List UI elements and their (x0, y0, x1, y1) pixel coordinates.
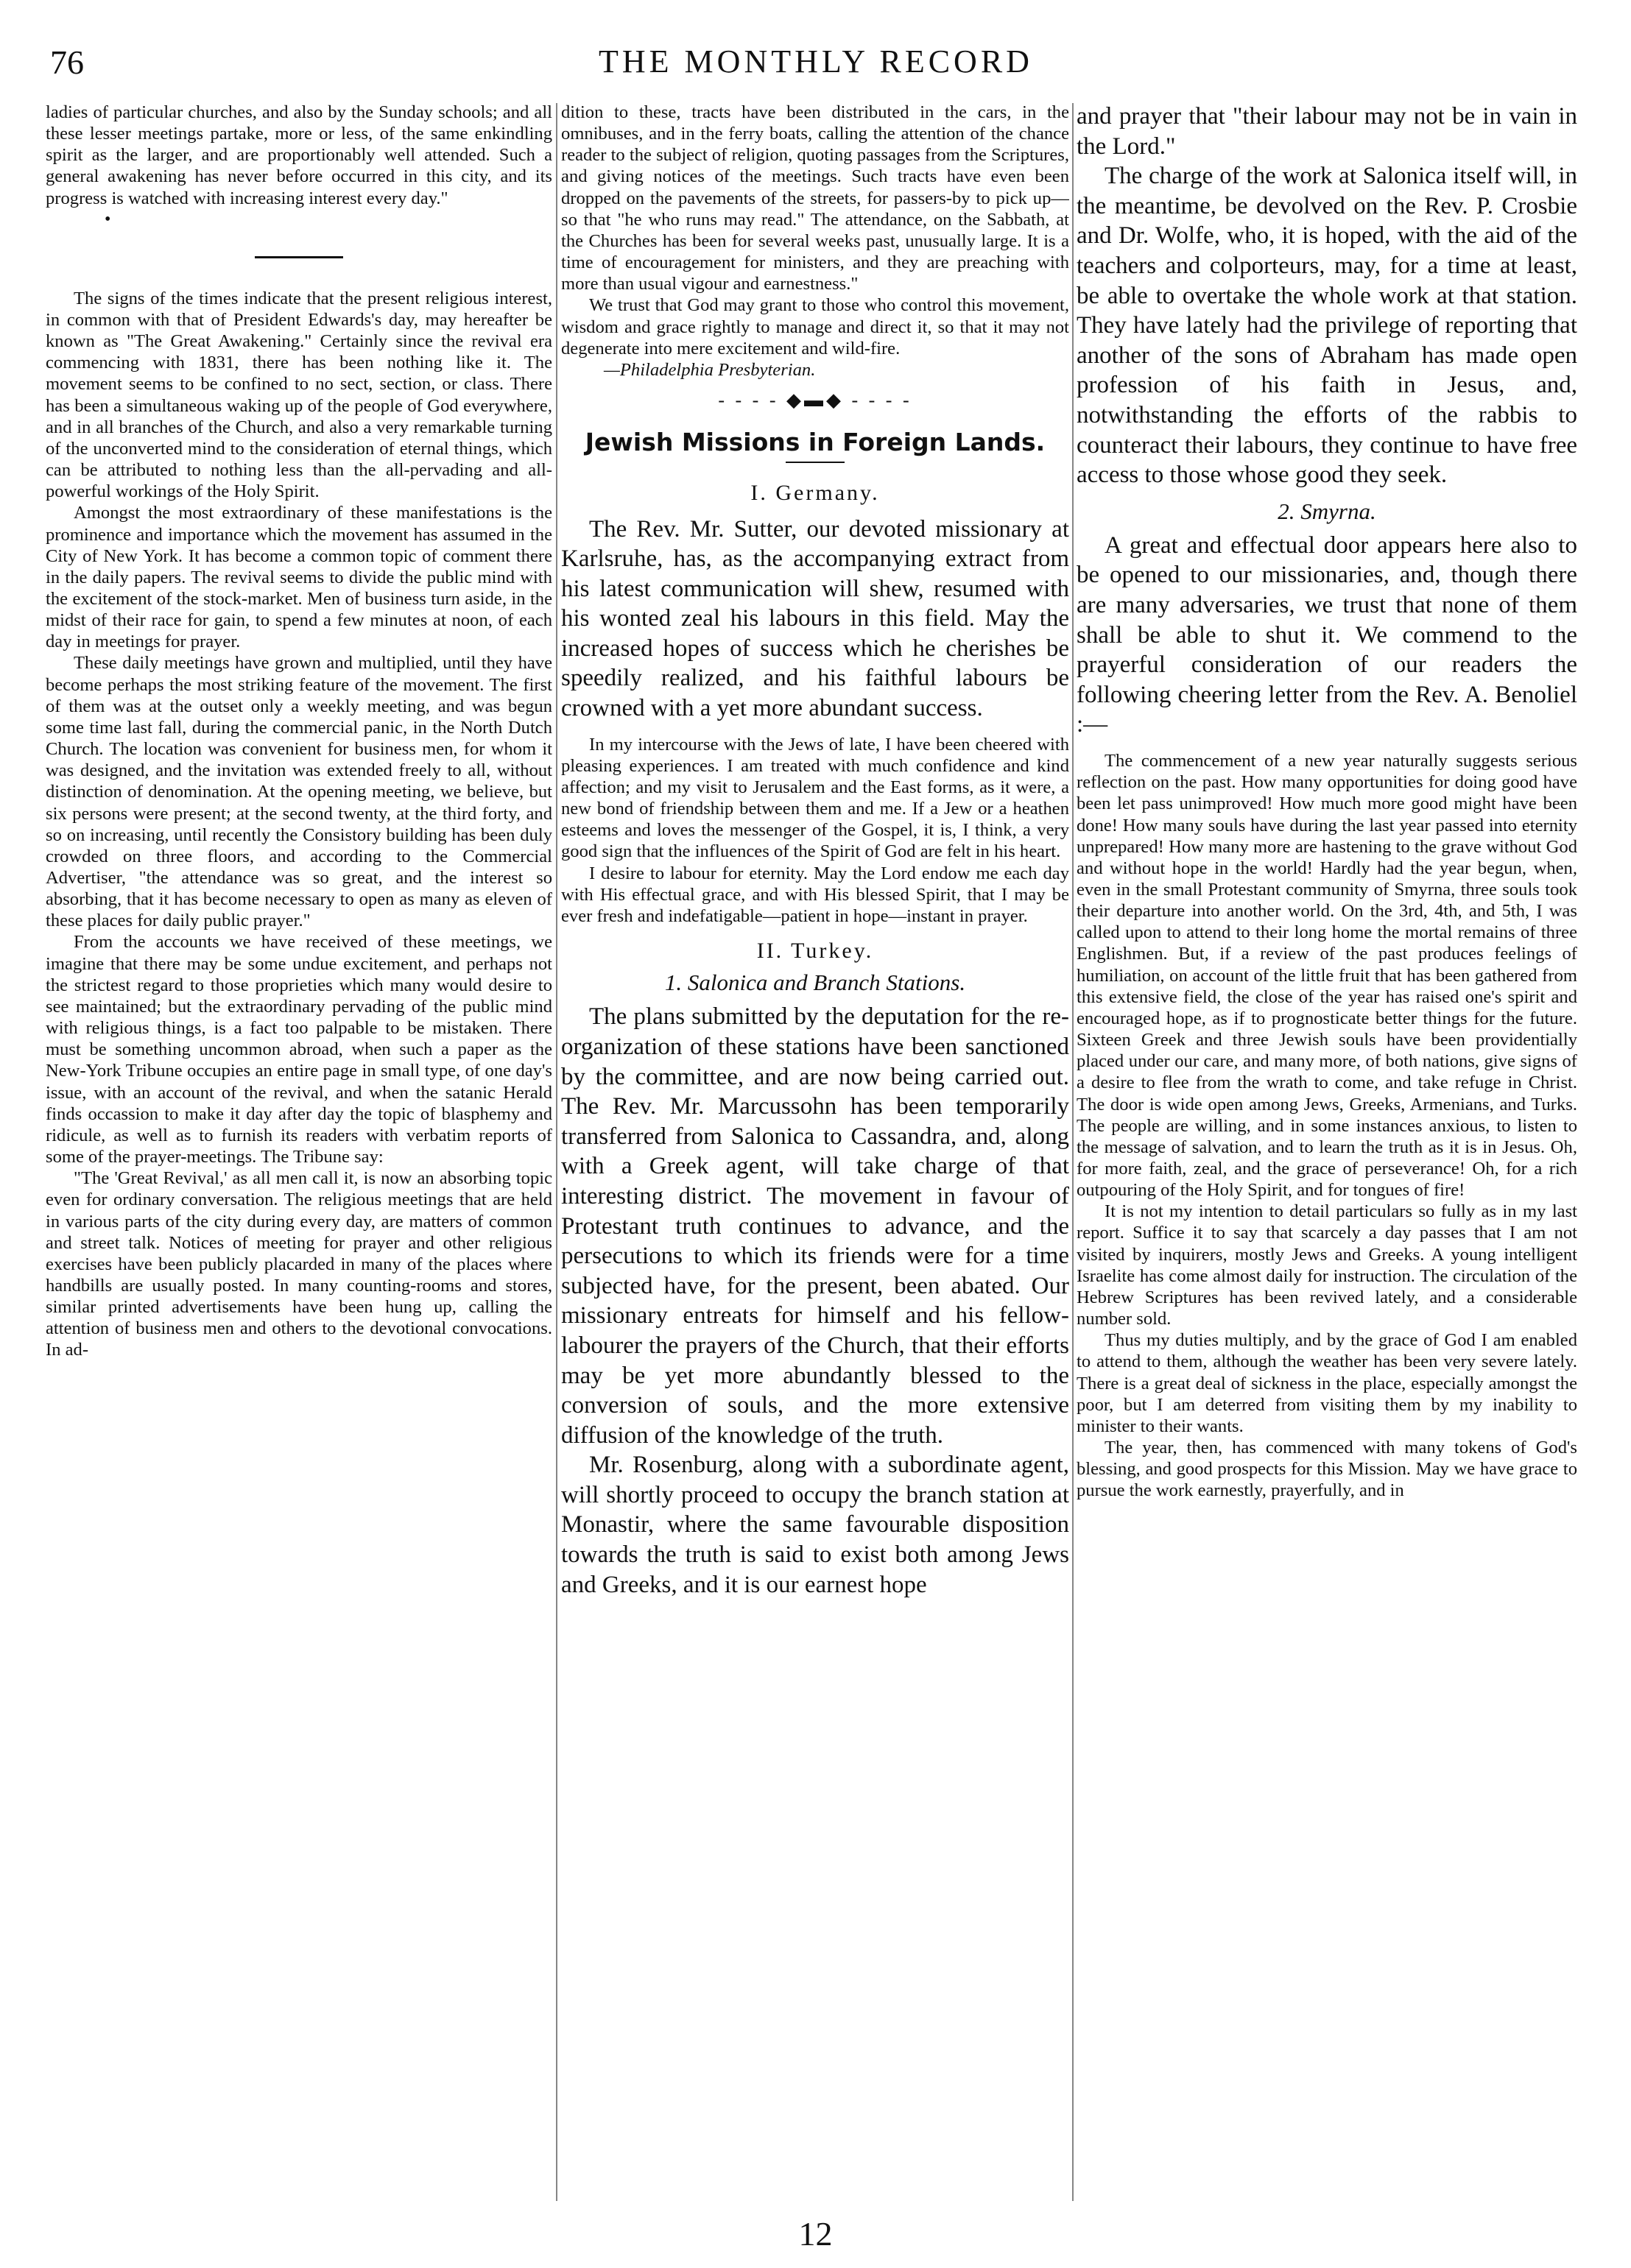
column-divider (556, 103, 557, 2201)
column-2 (561, 102, 1069, 1600)
column-3 (1077, 102, 1577, 1502)
source-attribution: —Philadelphia Presbyterian. (604, 359, 816, 380)
paragraph: In my intercourse with the Jews of late, I have been cheered with pleasing experiences. I am treated with much confidence and kind affection; and my visit to Jerusalem and the East forms, as it were, a new bond of friendship between them and me. If a Jew or a heathen esteems and loves the messenger of the Gospel, it is, I think, a very good sign that the influences of the Spirit of God are felt in his heart. (561, 734, 1069, 862)
section-divider (255, 256, 343, 258)
paragraph: I desire to labour for eternity. May the Lord endow me each day with His effectual grace, and with His blessed Spirit, that I may be ever fresh and indefatigable—patient in hope—instant in prayer. (561, 863, 1069, 926)
column-divider (1072, 103, 1074, 2201)
paragraph: We trust that God may grant to those who control this movement, wisdom and grace rightly to manage and direct it, so that it may not degenerate into mere excitement and wild-fire. (561, 295, 1069, 358)
paragraph: and prayer that "their labour may not be in vain in the Lord." (1077, 103, 1577, 160)
paragraph: dition to these, tracts have been distributed in the cars, in the omnibuses, and in the ferry boats, calling the attention of the chance reader to the subject of religion, quoting passages from the Scriptures, and giving notices of the meetings. Such tracts have even been dropped on the pavements of the streets, for passers-by to pick up—so that "he who runs may read." The attendance, on the Sabbath, at the Churches has been for several weeks past, unusually large. It is a time of encouragement for ministers, and they are preaching with more than usual vigour and earnestness." (561, 102, 1069, 294)
paragraph: These daily meetings have grown and multiplied, until they have become perhaps the most striking feature of the movement. The first of them was at the outset only a weekly meeting, and was begun some time last fall, during the commercial panic, in the North Dutch Church. The location was convenient for business men, for whom it was designed, and the invitation was extended freely to all, without distinction of denomination. At the opening meeting, we believe, but six persons were present; at the second twenty, at the third forty, and so on increasing, until recently the Consistory building has been duly crowded on three floors, and according to the Commercial Advertiser, "the attendance was so great, and the interest so absorbing, that it has become necessary to open as many as eleven of these places for daily public prayer." (46, 653, 552, 931)
paragraph: The plans submitted by the deputation for the re-organization of these stations have been sanctioned by the committee, and are now being carried out. The Rev. Mr. Marcussohn has been temporarily transferred from Salonica to Cassandra, and, along with a Greek agent, will take charge of that interesting district. The movement in favour of Protestant truth continues to advance, and the persecutions to which its friends were for a time subjected have, for the present, been abated. Our missionary entreats for himself and his fellow-labourer the prayers of the Church, that their efforts may be yet more abundantly blessed to the conversion of souls, and the more extensive diffusion of the knowledge of the truth. (561, 1003, 1069, 1449)
paragraph: A great and effectual door appears here also to be opened to our missionaries, and, though there are many adversaries, we trust that none of them shall be able to shut it. We commend to the prayerful consideration of our readers the following cheering letter from the Rev. A. Benoliel :— (1077, 531, 1577, 738)
paragraph: Thus my duties multiply, and by the grace of God I am enabled to attend to them, although the weather has been very severe lately. There is a great deal of sickness in the place, especially amongst the poor, but I am deterred from visiting them by my inability to minister to their wants. (1077, 1330, 1577, 1436)
column-1 (46, 102, 552, 1361)
section-divider (786, 462, 845, 463)
section-title: Jewish Missions in Foreign Lands. (585, 428, 1046, 457)
paragraph: Mr. Rosenburg, along with a subordinate agent, will shortly proceed to occupy the branch station at Monastir, where the same favourable disposition towards the truth is said to exist both among Jews and Greeks, and it is our earnest hope (561, 1452, 1069, 1598)
paragraph: Amongst the most extraordinary of these manifestations is the prominence and importance which the movement has assumed in the City of New York. It has become a common topic of comment there in the daily papers. The revival seems to divide the public mind with the excitement of the stock-market. Men of business turn aside, in the midst of their race for gain, to spend a few minutes at noon, of each day in meetings for prayer. (46, 503, 552, 652)
running-title: THE MONTHLY RECORD (599, 43, 1033, 80)
page-number: 76 (50, 43, 84, 81)
paragraph: The signs of the times indicate that the present religious interest, in common with that of President Edwards's day, may hereafter be known as "The Great Awakening." Certainly since the revival era commencing with 1831, there has been nothing like it. The movement seems to be confined to no sect, section, or class. There has been a simultaneous waking up of the people of God everywhere, and in all branches of the Church, and also a very remarkable turning of the unconverted mind to the consideration of eternal things, which can be attributed to nothing less than the all-pervading and all-powerful workings of the Holy Spirit. (46, 288, 552, 502)
ornament-divider: - - - - ◆▬◆ - - - - (718, 389, 912, 411)
paragraph: The commencement of a new year naturally suggests serious reflection on the past. How many opportunities for doing good have been let pass unimproved! How much more good might have been done! How many souls have during the last year passed into eternity unprepared! How many more are hastening to the grave without God and without hope in the world! Hardly had the year begun, when, even in the small Protestant community of Smyrna, three souls took their departure into another world. On the 3rd, 4th, and 5th, I was called upon to attend to their long home the mortal remains of three Englishmen. But, if a review of the past produces feelings of humiliation, on account of the little fruit that has been gathered from this extensive field, the close of the year has raised one's spirit and encouraged hope, as if to prognosticate better things for the future. Sixteen Greek and three Jewish souls have been providentially placed under our care, and many more, of both nations, give signs of a desire to flee from the wrath to come, and take refuge in Christ. The door is wide open among Jews, Greeks, Armenians, and Turks. The people are willing, and in some instances anxious, to listen to the message of salvation, and to learn the truth as it is in Jesus. Oh, for more faith, zeal, and the grace of perseverance! Oh, for a rich outpouring of the Holy Spirit, and for tongues of fire! (1077, 751, 1577, 1201)
paragraph: The year, then, has commenced with many tokens of God's blessing, and good prospects for this Mission. May we have grace to pursue the work earnestly, prayerfully, and in (1077, 1438, 1577, 1501)
subsection-heading: 2. Smyrna. (1278, 498, 1376, 524)
signature-mark: 12 (798, 2215, 833, 2253)
paragraph: The charge of the work at Salonica itself will, in the meantime, be devolved on the Rev. P. Crosbie and Dr. Wolfe, who, it is hoped, with the aid of the teachers and colporteurs, may, for a time at least, be able to overtake the whole work at that station. They have lately had the privilege of reporting that another of the sons of Abraham has made open profession of his faith in Jesus, and, notwithstanding the efforts of the rabbis to counteract their labours, they continue to have free access to those whose good they seek. (1077, 163, 1577, 489)
subsection-heading: II. Turkey. (756, 939, 874, 964)
page-header (50, 43, 1582, 87)
subsection-subheading: 1. Salonica and Branch Stations. (664, 969, 966, 996)
paragraph: ladies of particular churches, and also by the Sunday schools; and all these lesser meetings partake, more or less, of the same enkindling spirit as the larger, and are proportionably well attended. Such a general awakening has never before occurred in this city, and its progress is watched with increasing interest every day." (46, 102, 552, 208)
paragraph: From the accounts we have received of these meetings, we imagine that there may be some undue excitement, and perhaps not the strictest regard to those proprieties which many would desire to see maintained; but the extraordinary pervading of the public mind with religious things, is a fact too palpable to be mistaken. There must be something uncommon abroad, when such a paper as the New-York Tribune occupies an entire page in small type, of one day's issue, with an account of the revival, and when the satanic Herald finds occassion to make it day after day the topic of blasphemy and ridicule, as well as to furnish its readers with verbatim reports of some of the prayer-meetings. The Tribune say: (46, 932, 552, 1167)
paragraph: The Rev. Mr. Sutter, our devoted missionary at Karlsruhe, has, as the accompanying extract from his latest communication will shew, resumed with his wonted zeal his labours in this field. May the increased hopes of success which he cherishes be speedily realized, and his faithful labours be crowned with a yet more abundant success. (561, 515, 1069, 722)
paragraph: "The 'Great Revival,' as all men call it, is now an absorbing topic even for ordinary conversation. The religious meetings that are held in various parts of the city during every day, are matters of common and street talk. Notices of meeting for prayer and other religious exercises have been publicly placarded in many of the places where handbills are usually posted. In many counting-rooms and stores, similar printed advertisements have been hung up, calling the attention of business men and others to the devotional convocations. In ad- (46, 1168, 552, 1360)
paragraph: It is not my intention to detail particulars so fully as in my last report. Suffice it to say that scarcely a day passes that I am not visited by inquirers, mostly Jews and Greeks. A young intelligent Israelite has come almost daily for instruction. The circulation of the Hebrew Scriptures has been revived lately, and a considerable number sold. (1077, 1201, 1577, 1329)
subsection-heading: I. Germany. (750, 481, 880, 506)
ornament-dot: • (105, 209, 111, 229)
